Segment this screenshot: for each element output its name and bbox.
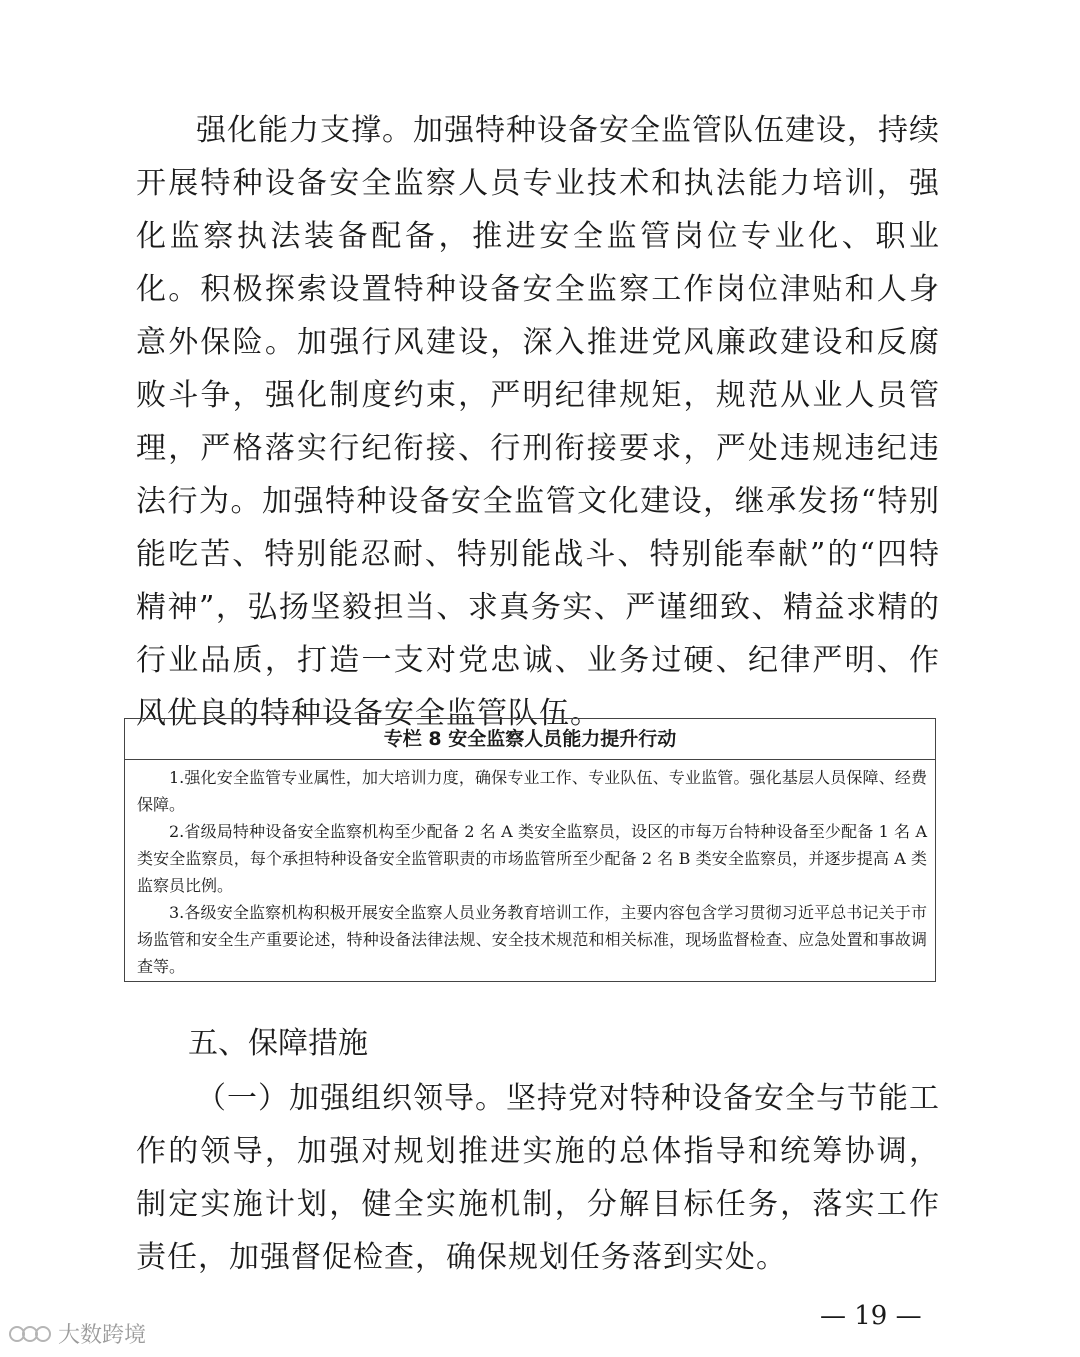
paragraph-body-text: 加强特种设备安全监管队伍建设，持续开展特种设备安全监察人员专业技术和执法能力培训，强化监察执法装备配备，推进安全监管岗位专业化、职业化。积极探索设置特种设备安全监察工作岗位津贴和人身意外保险。加强行风建设，深入推进党风廉政建设和反腐败斗争，强化制度约束，严明纪律规矩，规范从业人员管理，严格落实行纪衔接、行刑衔接要求，严处违规违纪违法行为。加强特种设备安全监管文化建设，继承发扬“特别能吃苦、特别能忍耐、特别能战斗、特别能奉献”的“四特精神”，弘扬坚毅担当、求真务实、严谨细致、精益求精的行业品质，打造一支对党忠诚、业务过硬、纪律严明、作风优良的特种设备安全监管队伍。 xyxy=(136,113,940,731)
page-number: — 19 — xyxy=(820,1301,922,1331)
brand-logo-icon xyxy=(8,1321,52,1347)
paragraph-capability-support xyxy=(136,104,940,740)
paragraph-lead-text: （一）加强组织领导。 xyxy=(196,1081,506,1116)
paragraph-organization-leadership xyxy=(136,1072,940,1284)
section-heading: 五、保障措施 xyxy=(188,1026,368,1061)
watermark xyxy=(8,1318,146,1349)
column-box-title: 专栏 8 安全监察人员能力提升行动 xyxy=(125,719,935,760)
paragraph-lead-text: 强化能力支撑。 xyxy=(196,113,413,148)
watermark-text: 大数跨境 xyxy=(58,1323,147,1348)
paragraph-body-text: 坚持党对特种设备安全与节能工作的领导，加强对规划推进实施的总体指导和统筹协调，制定实施计划，健全实施机制，分解目标任务，落实工作责任，加强督促检查，确保规划任务落到实处。 xyxy=(136,1081,940,1275)
column-box-item: 2.省级局特种设备安全监察机构至少配备 2 名 A 类安全监察员，设区的市每万台特种设备至少配备 1 名 A 类安全监察员，每个承担特种设备安全监管职责的市场监管所至少配备 2 名 B 类安全监察员，并逐步提高 A 类监察员比例。 xyxy=(137,822,927,895)
column-box xyxy=(124,718,936,982)
column-box-item: 1.强化安全监管专业属性，加大培训力度，确保专业工作、专业队伍、专业监管。强化基层人员保障、经费保障。 xyxy=(137,768,927,814)
column-box-item: 3.各级安全监察机构积极开展安全监察人员业务教育培训工作，主要内容包含学习贯彻习近平总书记关于市场监管和安全生产重要论述，特种设备法律法规、安全技术规范和相关标准，现场监督检查、应急处置和事故调查等。 xyxy=(137,903,927,976)
column-box-body xyxy=(125,760,935,980)
